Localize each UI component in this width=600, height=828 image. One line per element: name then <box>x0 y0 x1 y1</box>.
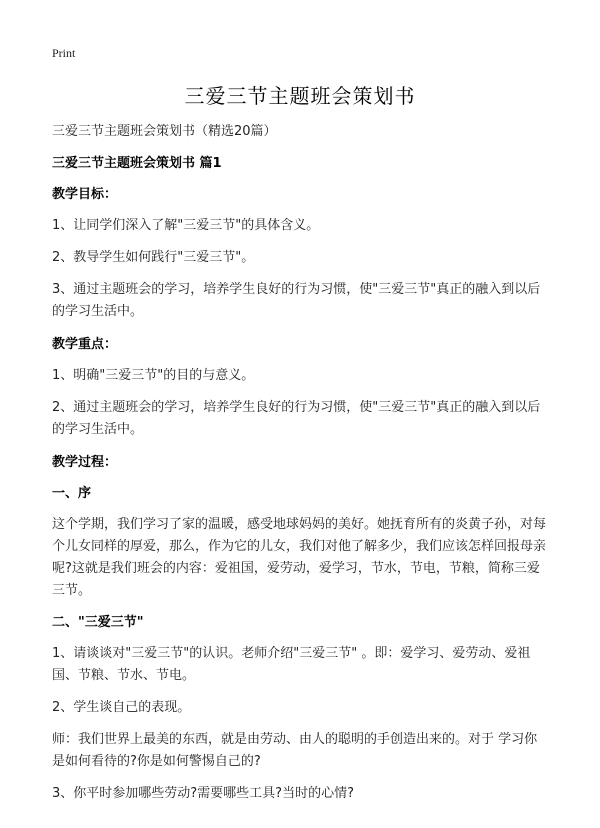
goals-heading: 教学目标： <box>52 187 118 202</box>
goal-item-2: 2、教导学生如何践行"三爱三节"。 <box>52 250 255 265</box>
focus-item-1: 1、明确"三爱三节"的目的与意义。 <box>52 368 255 383</box>
part1-paragraph: 这个学期，我们学习了家的温暖，感受地球妈妈的美好。她抚育所有的炎黄子孙，对每个儿女同样的厚爱，那么，作为它的儿女，我们对他了解多少，我们应该怎样回报母亲呢?这就是我们班会的内容：爱祖国，爱劳动，爱学习，节水，节电，节粮，简称三爱 三节。 <box>52 517 547 598</box>
print-link[interactable]: Print <box>52 46 76 60</box>
teacher-paragraph: 师：我们世界上最美的东西，就是由劳动、由人的聪明的手创造出来的。对于 学习你是如何看待的?你是如何警惕自己的? <box>52 732 538 769</box>
section-title: 三爱三节主题班会策划书 篇1 <box>52 156 222 171</box>
goal-item-1: 1、让同学们深入了解"三爱三节"的具体含义。 <box>52 218 320 233</box>
document-body <box>52 121 548 805</box>
part2-item-1: 1、请谈谈对"三爱三节"的认识。老师介绍"三爱三节" 。即：爱学习、爱劳动、爱祖国、节粮、节水、节电。 <box>52 646 531 683</box>
document-subtitle: 三爱三节主题班会策划书（精选20篇） <box>52 124 277 139</box>
focus-item-2: 2、通过主题班会的学习，培养学生良好的行为习惯，使"三爱三节"真正的融入到以后的学习生活中。 <box>52 400 541 437</box>
part2-item-2: 2、学生谈自己的表现。 <box>52 700 191 715</box>
document-title: 三爱三节主题班会策划书 <box>184 84 416 108</box>
part1-heading: 一、序 <box>52 486 92 501</box>
goal-item-3: 3、通过主题班会的学习，培养学生良好的行为习惯，使"三爱三节"真正的融入到以后的学习生活中。 <box>52 282 541 319</box>
focus-heading: 教学重点： <box>52 337 118 352</box>
process-heading: 教学过程： <box>52 455 118 470</box>
part2-heading: 二、"三爱三节" <box>52 615 144 630</box>
part2-item-3: 3、你平时参加哪些劳动?需要哪些工具?当时的心情? <box>52 786 354 801</box>
